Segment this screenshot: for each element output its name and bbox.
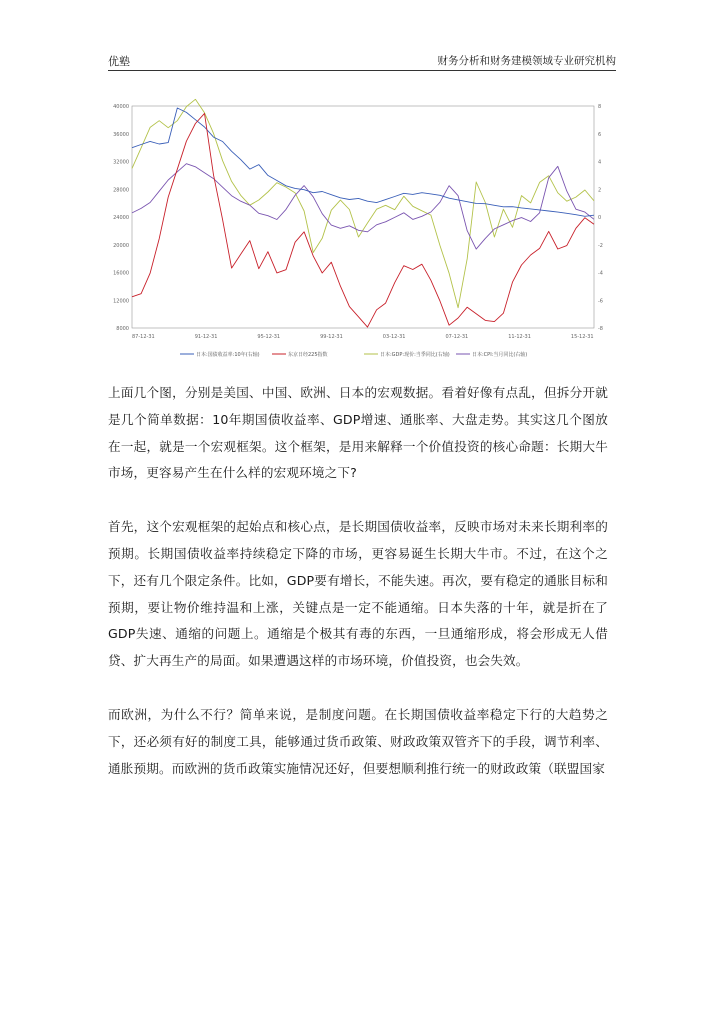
plot-frame (132, 106, 594, 328)
x-tick-label: 03-12-31 (382, 334, 406, 340)
macro-chart (110, 98, 610, 366)
y-right-tick-label: -6 (598, 298, 603, 305)
y-right-tick-label: -4 (598, 270, 603, 277)
header-brand: 优塾 (108, 55, 130, 68)
chart-svg (110, 98, 610, 366)
series-line (132, 108, 594, 216)
y-left-tick-label: 28000 (113, 187, 129, 194)
legend-label: 日本:CPI:当月同比(右轴) (472, 352, 528, 358)
legend-label: 东京日经225指数 (288, 352, 328, 358)
y-left-tick-label: 36000 (113, 131, 129, 138)
x-tick-label: 11-12-31 (508, 334, 531, 340)
y-left-tick-label: 40000 (113, 104, 129, 110)
header-tagline: 财务分析和财务建模领域专业研究机构 (437, 55, 616, 67)
x-tick-label: 15-12-31 (570, 334, 594, 340)
y-left-tick-label: 32000 (113, 159, 129, 166)
y-left-tick-label: 24000 (113, 215, 129, 221)
series-line (132, 164, 594, 249)
y-right-tick-label: -8 (598, 326, 603, 332)
page-header (108, 52, 616, 71)
y-right-tick-label: 6 (598, 131, 602, 138)
y-right-tick-label: 0 (598, 215, 602, 221)
legend-label: 日本:国债收益率:10年(右轴) (196, 352, 260, 358)
x-tick-label: 95-12-31 (257, 334, 281, 340)
legend-label: 日本:GDP:现价:当季同比(右轴) (380, 352, 450, 358)
y-left-tick-label: 20000 (113, 242, 129, 249)
x-tick-label: 87-12-31 (132, 334, 155, 340)
y-right-tick-label: -2 (598, 242, 603, 249)
y-left-tick-label: 8000 (116, 326, 129, 332)
x-tick-label: 07-12-31 (445, 334, 469, 340)
paragraph-1: 上面几个图，分别是美国、中国、欧洲、日本的宏观数据。看着好像有点乱，但拆分开就是几个简单数据：10年期国债收益率、GDP增速、通胀率、大盘走势。其实这几个图放在一起，就是一个宏观框架。这个框架，是用来解释一个价值投资的核心命题：长期大牛市场，更容易产生在什么样的宏观环境之下? (108, 385, 608, 481)
article-body (108, 380, 608, 782)
x-tick-label: 91-12-31 (194, 334, 218, 340)
series-line (132, 99, 594, 307)
paragraph-3: 而欧洲，为什么不行？简单来说，是制度问题。在长期国债收益率稳定下行的大趋势之下，还必须有好的制度工具，能够通过货币政策、财政政策双管齐下的手段，调节利率、通胀预期。而欧洲的货币政策实施情况还好，但要想顺利推行统一的财政政策（联盟国家 (108, 706, 608, 776)
paragraph-2: 首先，这个宏观框架的起始点和核心点，是长期国债收益率，反映市场对未来长期利率的预期。长期国债收益率持续稳定下降的市场，更容易诞生长期大牛市。不过，在这个之下，还有几个限定条件。比如，GDP要有增长，不能失速。再次，要有稳定的通胀目标和预期，要让物价维持温和上涨，关键点是一定不能通缩。日本失落的十年，就是折在了GDP失速、通缩的问题上。通缩是个极其有毒的东西，一旦通缩形成，将会形成无人借贷、扩大再生产的局面。如果遭遇这样的市场环境，价值投资，也会失效。 (108, 519, 608, 669)
y-right-tick-label: 8 (598, 104, 602, 110)
series-line (132, 113, 594, 327)
y-right-tick-label: 2 (598, 187, 602, 194)
x-tick-label: 99-12-31 (320, 334, 343, 340)
y-left-tick-label: 12000 (113, 298, 129, 305)
y-right-tick-label: 4 (598, 159, 602, 166)
y-left-tick-label: 16000 (113, 270, 129, 277)
